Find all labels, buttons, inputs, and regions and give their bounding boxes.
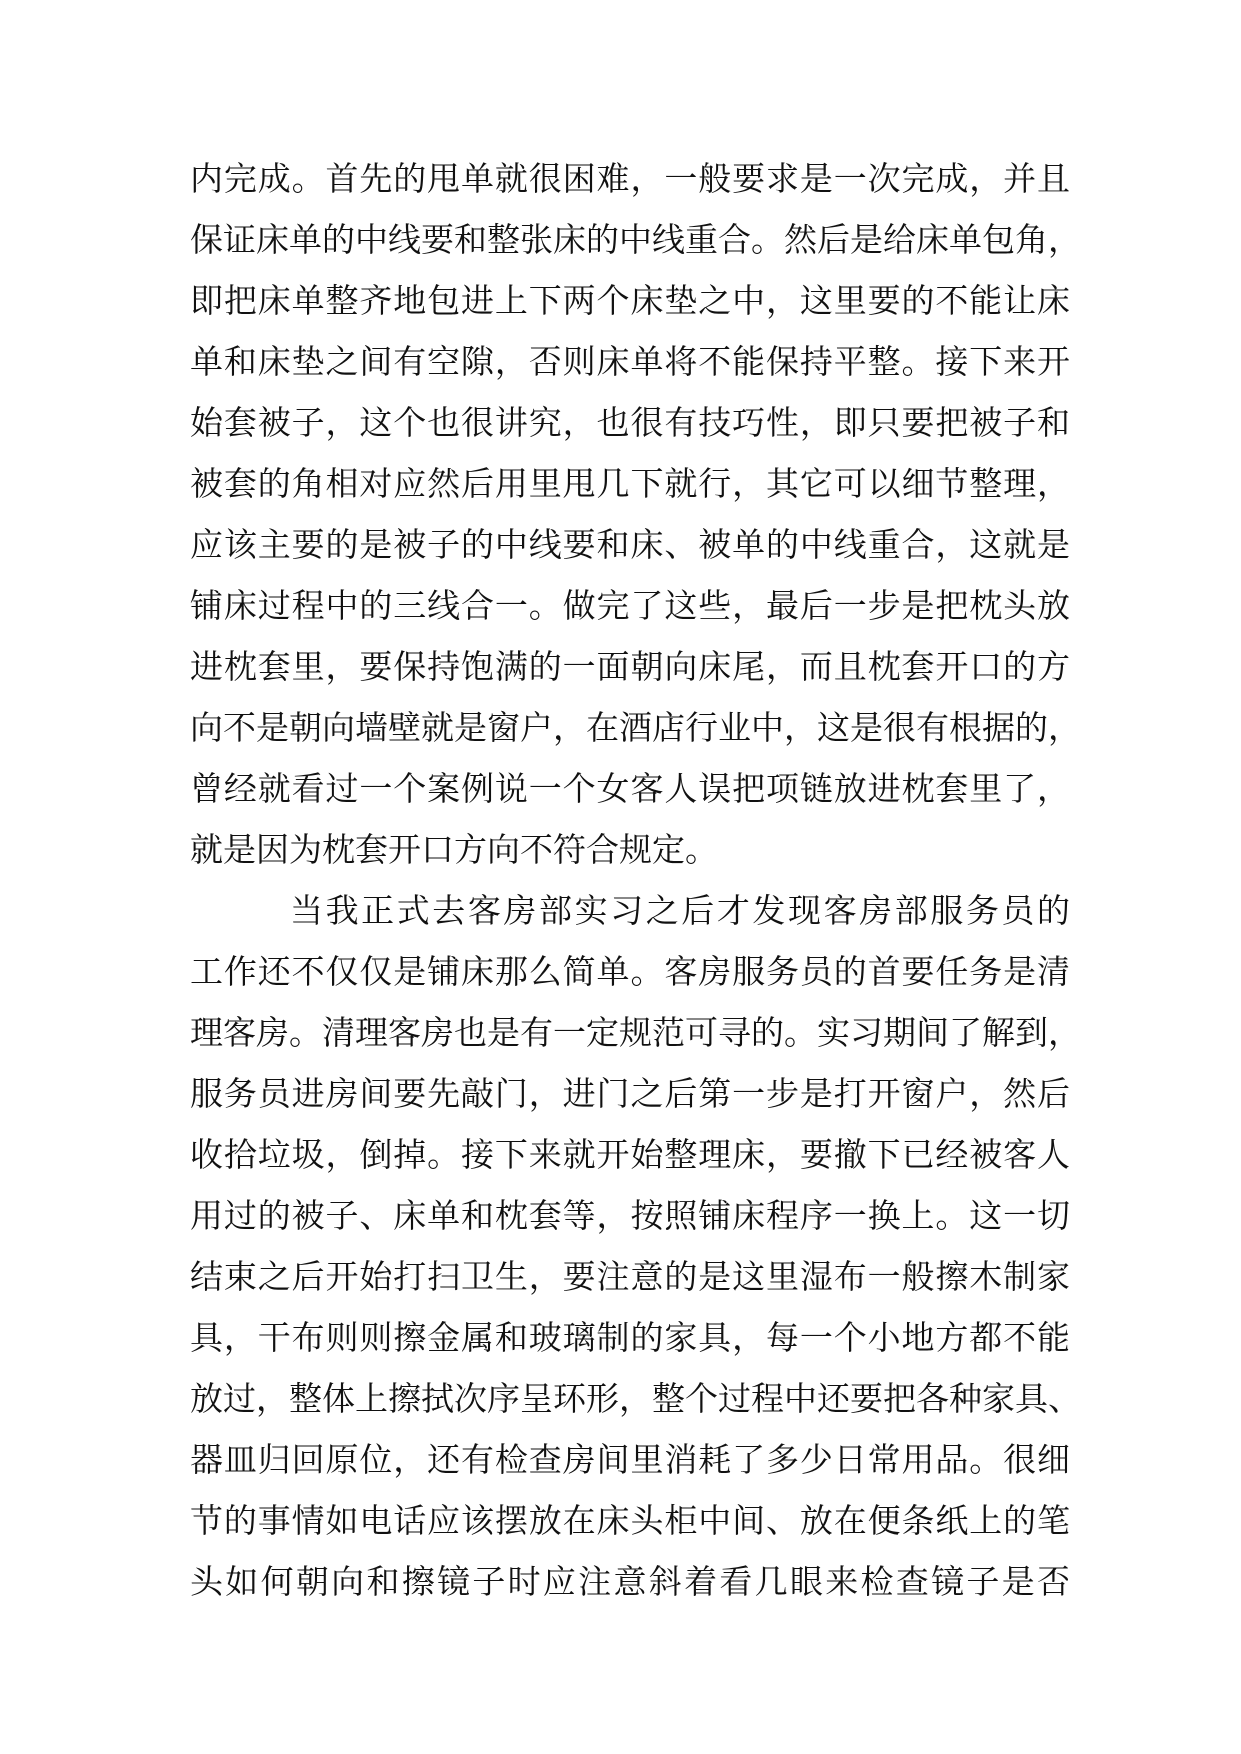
body-text — [190, 148, 1081, 1612]
text-line: 进枕套里，要保持饱满的一面朝向床尾，而且枕套开口的方 — [190, 647, 1070, 686]
paragraph-1 — [190, 148, 1081, 880]
text-line: 头如何朝向和擦镜子时应注意斜着看几眼来检查镜子是否 — [190, 1562, 1070, 1601]
text-line: 被套的角相对应然后用里甩几下就行，其它可以细节整理， — [190, 464, 1070, 503]
text-line: 节的事情如电话应该摆放在床头柜中间、放在便条纸上的笔 — [190, 1501, 1070, 1540]
text-line: 向不是朝向墙壁就是窗户，在酒店行业中，这是很有根据的， — [190, 708, 1081, 747]
text-line: 内完成。首先的甩单就很困难，一般要求是一次完成，并且 — [190, 159, 1070, 198]
text-line: 保证床单的中线要和整张床的中线重合。然后是给床单包角， — [190, 220, 1081, 259]
text-line: 当我正式去客房部实习之后才发现客房部服务员的 — [290, 891, 1070, 930]
text-line: 就是因为枕套开口方向不符合规定。 — [190, 830, 718, 869]
text-line: 理客房。清理客房也是有一定规范可寻的。实习期间了解到， — [190, 1013, 1081, 1052]
paragraph-2 — [190, 880, 1081, 1612]
text-line: 服务员进房间要先敲门，进门之后第一步是打开窗户，然后 — [190, 1074, 1070, 1113]
text-line: 单和床垫之间有空隙，否则床单将不能保持平整。接下来开 — [190, 342, 1070, 381]
text-line: 曾经就看过一个案例说一个女客人误把项链放进枕套里了， — [190, 769, 1070, 808]
text-line: 即把床单整齐地包进上下两个床垫之中，这里要的不能让床 — [190, 281, 1070, 320]
text-line: 结束之后开始打扫卫生，要注意的是这里湿布一般擦木制家 — [190, 1257, 1070, 1296]
text-line: 工作还不仅仅是铺床那么简单。客房服务员的首要任务是清 — [190, 952, 1070, 991]
text-line: 用过的被子、床单和枕套等，按照铺床程序一换上。这一切 — [190, 1196, 1070, 1235]
text-line: 收拾垃圾，倒掉。接下来就开始整理床，要撤下已经被客人 — [190, 1135, 1070, 1174]
text-line: 始套被子，这个也很讲究，也很有技巧性，即只要把被子和 — [190, 403, 1070, 442]
text-line: 具，干布则则擦金属和玻璃制的家具，每一个小地方都不能 — [190, 1318, 1070, 1357]
text-line: 应该主要的是被子的中线要和床、被单的中线重合，这就是 — [190, 525, 1070, 564]
text-line: 放过，整体上擦拭次序呈环形，整个过程中还要把各种家具、 — [190, 1379, 1081, 1418]
text-line: 器皿归回原位，还有检查房间里消耗了多少日常用品。很细 — [190, 1440, 1070, 1479]
text-line: 铺床过程中的三线合一。做完了这些，最后一步是把枕头放 — [190, 586, 1070, 625]
